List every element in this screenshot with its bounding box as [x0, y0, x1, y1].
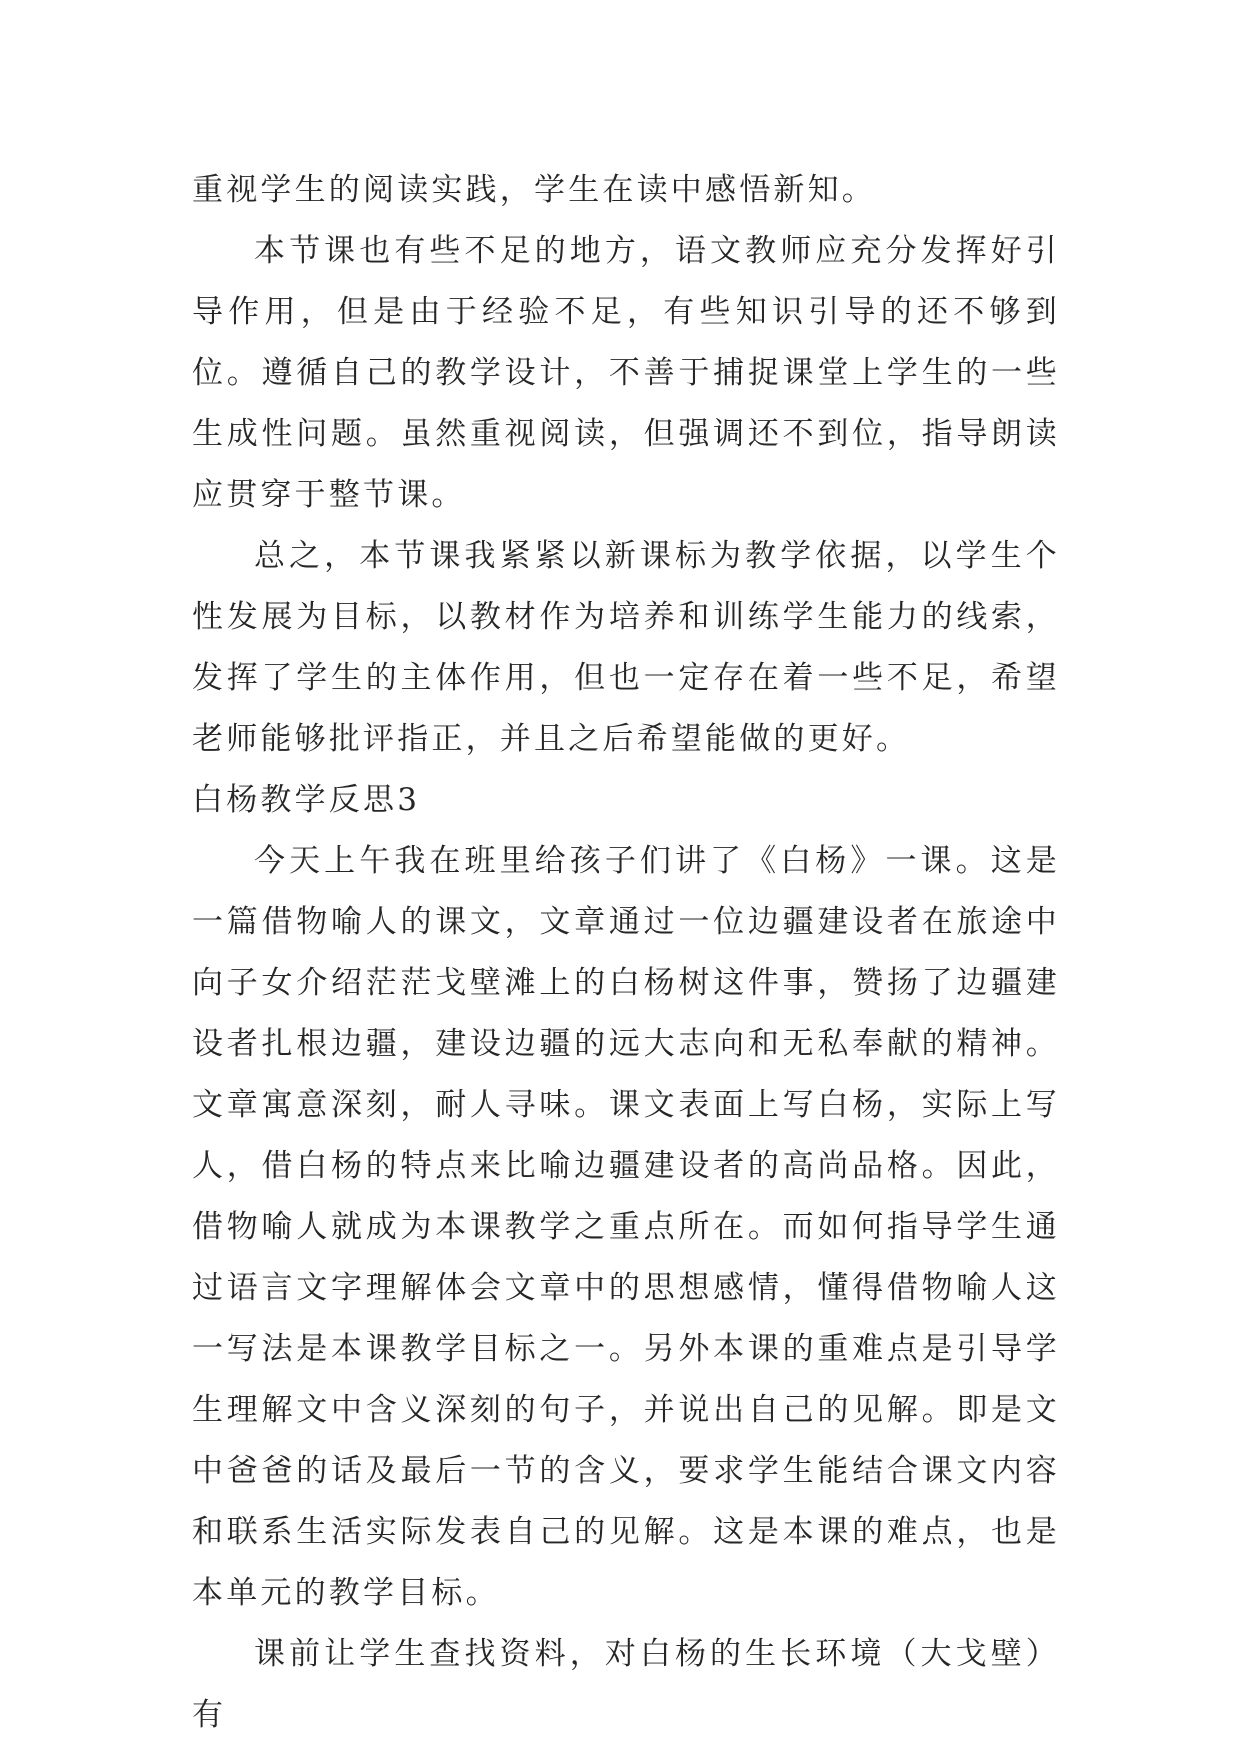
paragraph-summary: 总之，本节课我紧紧以新课标为教学依据，以学生个性发展为目标，以教材作为培养和训练学生能力的线索，发挥了学生的主体作用，但也一定存在着一些不足，希望老师能够批评指正，并且之后希望能做的更好。 — [192, 538, 1060, 757]
document-body — [192, 160, 1060, 1746]
section-heading: 白杨教学反思3 — [192, 782, 421, 818]
paragraph-preparation: 课前让学生查找资料，对白杨的生长环境（大戈壁）有 — [192, 1636, 1060, 1733]
paragraph-lesson-intro: 今天上午我在班里给孩子们讲了《白杨》一课。这是一篇借物喻人的课文，文章通过一位边疆建设者在旅途中向子女介绍茫茫戈壁滩上的白杨树这件事，赞扬了边疆建设者扎根边疆，建设边疆的远大志向和无私奉献的精神。文章寓意深刻，耐人寻味。课文表面上写白杨，实际上写人，借白杨的特点来比喻边疆建设者的高尚品格。因此，借物喻人就成为本课教学之重点所在。而如何指导学生通过语言文字理解体会文章中的思想感情，懂得借物喻人这一写法是本课教学目标之一。另外本课的重难点是引导学生理解文中含义深刻的句子，并说出自己的见解。即是文中爸爸的话及最后一节的含义，要求学生能结合课文内容和联系生活实际发表自己的见解。这是本课的难点，也是本单元的教学目标。 — [192, 843, 1060, 1611]
paragraph-continuation: 重视学生的阅读实践，学生在读中感悟新知。 — [192, 172, 876, 208]
paragraph-shortcomings: 本节课也有些不足的地方，语文教师应充分发挥好引导作用，但是由于经验不足，有些知识引导的还不够到位。遵循自己的教学设计，不善于捕捉课堂上学生的一些生成性问题。虽然重视阅读，但强调还不到位，指导朗读应贯穿于整节课。 — [192, 233, 1060, 513]
